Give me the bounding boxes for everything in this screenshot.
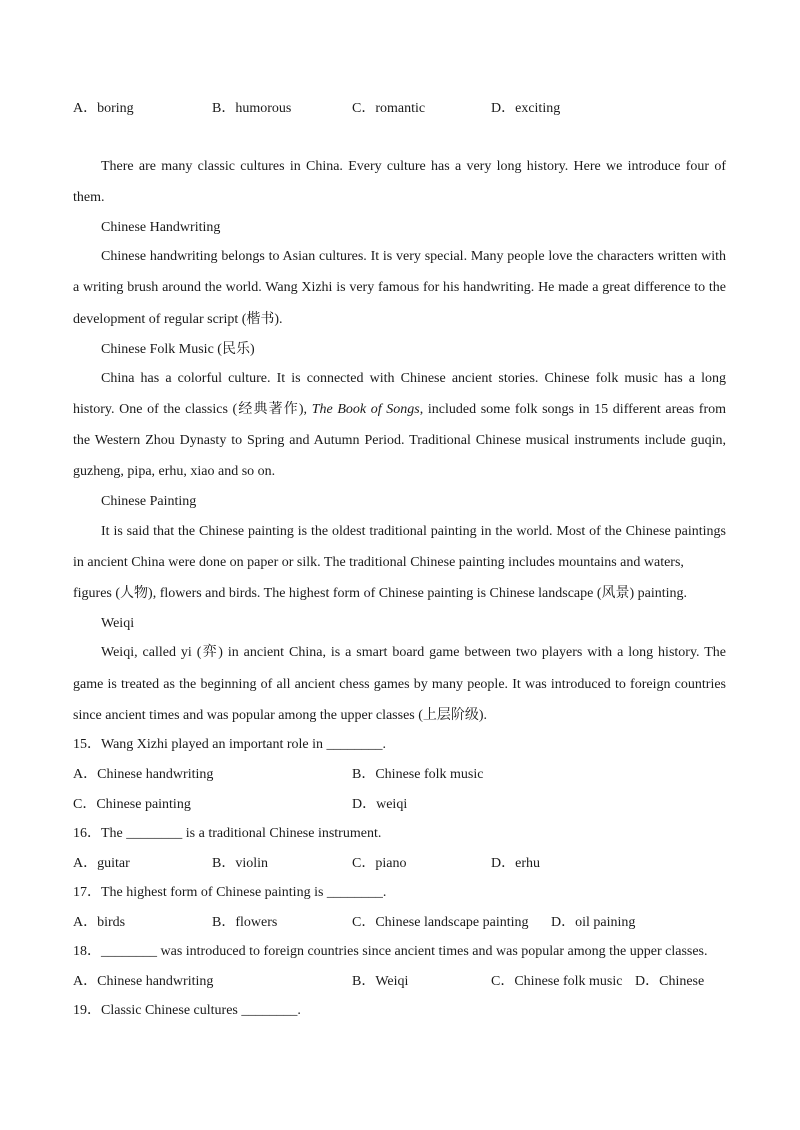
- paragraph-line: China has a colorful culture. It is connected with Chinese ancient stories. Chinese folk music has a long: [101, 371, 726, 386]
- paragraph-line: Chinese handwriting belongs to Asian cultures. It is very special. Many people love the characters written with: [101, 249, 726, 264]
- paragraph-line: It is said that the Chinese painting is the oldest traditional painting in the world. Most of the Chinese paintings: [101, 524, 726, 539]
- q18-option-d: D．Chinese: [635, 974, 705, 989]
- q18-option-c: C．Chinese folk music: [491, 974, 623, 989]
- question-18-stem: 18．________ was introduced to foreign countries since ancient times and was popular among the upper classes.: [73, 944, 708, 959]
- q18-option-a: A．Chinese handwriting: [73, 974, 214, 989]
- q15-option-c: C．Chinese painting: [73, 797, 191, 812]
- option-d: D．exciting: [491, 101, 561, 116]
- paragraph-line: Weiqi, called yi (弈) in ancient China, is a smart board game between two players with a long history. The: [101, 645, 726, 660]
- q16-option-a: A．guitar: [73, 856, 130, 871]
- book-title: The Book of Songs: [311, 402, 420, 417]
- passage-intro: There are many classic cultures in China. Every culture has a very long history. Here we introduce four of: [101, 159, 726, 174]
- question-16-stem: 16．The ________ is a traditional Chinese instrument.: [73, 826, 382, 841]
- q16-option-d: D．erhu: [491, 856, 540, 871]
- paragraph-line: guzheng, pipa, erhu, xiao and so on.: [73, 464, 276, 479]
- q16-option-b: B．violin: [212, 856, 269, 871]
- section-heading-handwriting: Chinese Handwriting: [101, 220, 221, 235]
- section-heading-painting: Chinese Painting: [101, 494, 197, 509]
- paragraph-line: [73, 401, 726, 419]
- q15-option-d: D．weiqi: [352, 797, 408, 812]
- section-heading-weiqi: Weiqi: [101, 616, 135, 631]
- paragraph-line: game is treated as the beginning of all ancient chess games by many people. It was introduced to foreign countries: [73, 677, 726, 692]
- option-c: C．romantic: [352, 101, 426, 116]
- option-b: B．humorous: [212, 101, 292, 116]
- paragraph-line: the Western Zhou Dynasty to Spring and Autumn Period. Traditional Chinese musical instruments include guqin,: [73, 433, 726, 448]
- q15-option-a: A．Chinese handwriting: [73, 767, 214, 782]
- q16-option-c: C．piano: [352, 856, 407, 871]
- section-heading-folk-music: Chinese Folk Music (民乐): [101, 342, 255, 357]
- text-span: , included some folk songs in 15 different areas from: [419, 402, 726, 417]
- q17-option-b: B．flowers: [212, 915, 278, 930]
- q17-option-a: A．birds: [73, 915, 126, 930]
- option-a: A．boring: [73, 101, 134, 116]
- text-span: history. One of the classics (经典著作),: [73, 402, 312, 417]
- paragraph-line: since ancient times and was popular among the upper classes (上层阶级).: [73, 708, 488, 723]
- paragraph-line: figures (人物), flowers and birds. The highest form of Chinese painting is Chinese landscape (风景) painting.: [73, 586, 688, 601]
- question-15-stem: 15．Wang Xizhi played an important role in ________.: [73, 737, 387, 752]
- q17-option-c: C．Chinese landscape painting: [352, 915, 529, 930]
- q18-option-b: B．Weiqi: [352, 974, 409, 989]
- question-17-stem: 17．The highest form of Chinese painting is ________.: [73, 885, 387, 900]
- q15-option-b: B．Chinese folk music: [352, 767, 484, 782]
- paragraph-line: in ancient China were done on paper or silk. The traditional Chinese painting includes mountains and waters,: [73, 555, 684, 570]
- question-19-stem: 19．Classic Chinese cultures ________.: [73, 1003, 301, 1018]
- passage-intro-cont: them.: [73, 190, 105, 205]
- paragraph-line: development of regular script (楷书).: [73, 312, 283, 327]
- q17-option-d: D．oil paining: [551, 915, 636, 930]
- paragraph-line: a writing brush around the world. Wang Xizhi is very famous for his handwriting. He made a great difference to the: [73, 280, 726, 295]
